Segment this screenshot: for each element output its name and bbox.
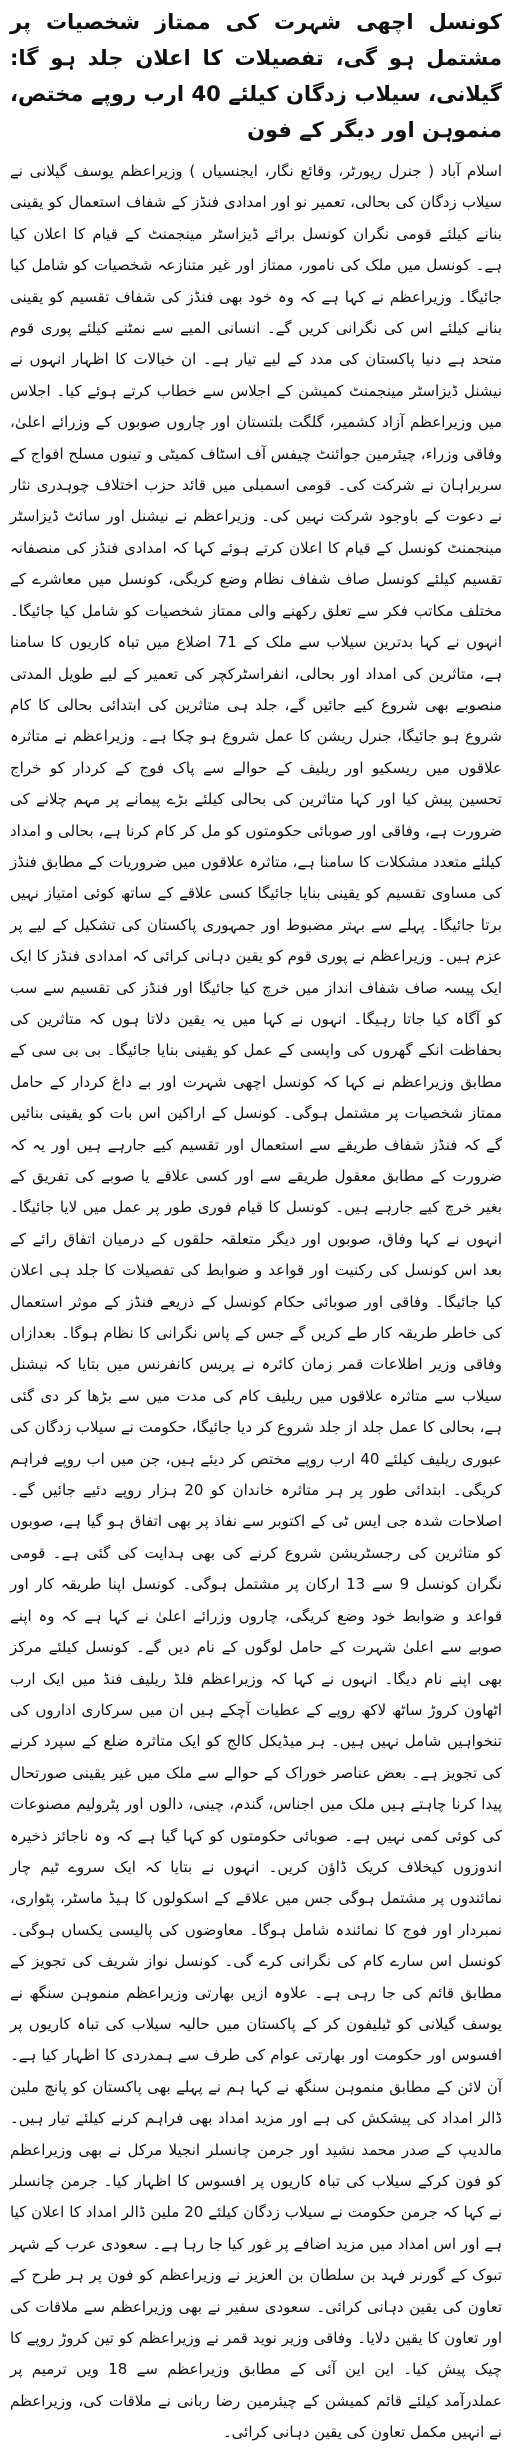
article-body bbox=[10, 156, 502, 2449]
article-paragraph: اسلام آباد ( جنرل رپورٹر، وقائع نگار، ایجنسیاں ) وزیراعظم یوسف گیلانی نے سیلاب زدگان کی بحالی، تعمیر نو اور امدادی فنڈز کے شفاف استعمال کو یقینی بنانے کیلئے قومی نگران کونسل برائے ڈیزاسٹر مینجمنٹ کے قیام کا اعلان کیا ہے۔ کونسل میں ملک کی نامور، ممتاز اور غیر متنازعہ شخصیات کو شامل کیا جائیگا۔ وزیراعظم نے کہا ہے کہ وہ خود بھی فنڈز کی شفاف تقسیم کو یقینی بنانے کیلئے اس کی نگرانی کریں گے۔ انسانی المیے سے نمٹنے کیلئے پوری قوم متحد ہے دنیا پاکستان کی مدد کے لیے تیار ہے۔ ان خیالات کا اظہار انہوں نے نیشنل ڈیزاسٹر مینجمنٹ کمیشن کے اجلاس سے خطاب کرتے ہوئے کیا۔ اجلاس میں وزیراعظم آزاد کشمیر، گلگت بلتستان اور چاروں صوبوں کے وزرائے اعلیٰ، وفاقی وزراء، چیئرمین جوائنٹ چیفس آف اسٹاف کمیٹی و تینوں مسلح افواج کے سربراہان نے شرکت کی۔ قومی اسمبلی میں قائد حزب اختلاف چوہدری نثار نے دعوت کے باوجود شرکت نہیں کی۔ وزیراعظم نے نیشنل اور سائٹ ڈیزاسٹر مینجمنٹ کونسل کے قیام کا اعلان کرتے ہوئے کہا کہ امدادی فنڈز کی منصفانہ تقسیم کیلئے کونسل صاف شفاف نظام وضع کریگی، کونسل میں معاشرے کے مختلف مکاتب فکر سے تعلق رکھنے والی ممتاز شخصیات کو شامل کیا جائیگا۔ انہوں نے کہا بدترین سیلاب سے ملک کے 71 اضلاع میں تباہ کاریوں کا سامنا ہے، متاثرین کی امداد اور بحالی، انفراسٹرکچر کی تعمیر کے لیے طویل المدتی منصوبے بھی شروع کیے جائیں گے، جلد ہی متاثرین کی ابتدائی بحالی کا کام شروع ہو جائیگا، جنرل ریشن کا عمل شروع ہو چکا ہے۔ وزیراعظم نے متاثرہ علاقوں میں ریسکیو اور ریلیف کے حوالے سے پاک فوج کے کردار کو خراج تحسین پیش کیا اور کہا متاثرین کی بحالی کیلئے بڑے پیمانے پر مہم چلانے کی ضرورت ہے، وفاقی اور صوبائی حکومتوں کو مل کر کام کرنا ہے، بحالی و امداد کیلئے متعدد مشکلات کا سامنا ہے، متاثرہ علاقوں میں ضروریات کے مطابق فنڈز کی مساوی تقسیم کو یقینی بنایا جائیگا کسی علاقے کے ساتھ کوئی امتیاز نہیں برتا جائیگا۔ پہلے سے بہتر مضبوط اور جمہوری پاکستان کی تشکیل کے لیے پر عزم ہیں۔ وزیراعظم نے پوری قوم کو یقین دہانی کرائی کہ امدادی فنڈز کا ایک ایک پیسہ صاف شفاف انداز میں خرچ کیا جائیگا اور فنڈز کی تقسیم سے سب کو آگاہ کیا جاتا رہیگا۔ انہوں نے کہا میں یہ یقین دلاتا ہوں کہ متاثرین کی بحفاظت انکے گھروں کی واپسی کے عمل کو یقینی بنایا جائیگا۔ بی بی سی کے مطابق وزیراعظم نے کہا کہ کونسل اچھی شہرت اور بے داغ کردار کے حامل ممتاز شخصیات پر مشتمل ہوگی۔ کونسل کے اراکین اس بات کو یقینی بنائیں گے کہ فنڈز شفاف طریقے سے استعمال اور تقسیم کیے جارہے ہیں اور یہ کہ ضرورت کے مطابق معقول طریقے سے اور کسی علاقے یا صوبے کی تفریق کے بغیر خرچ کیے جارہے ہیں۔ کونسل کا قیام فوری طور پر عمل میں لایا جائیگا۔ انہوں نے کہا وفاق، صوبوں اور دیگر متعلقہ حلقوں کے درمیان اتفاق رائے کے بعد اس کونسل کی رکنیت اور قواعد و ضوابط کی تفصیلات کا جلد ہی اعلان کیا جائیگا۔ وفاقی اور صوبائی حکام کونسل کے ذریعے فنڈز کے موثر استعمال کی خاطر طریقہ کار طے کریں گے جس کے پاس نگرانی کا نظام ہوگا۔ بعدازاں وفاقی وزیر اطلاعات قمر زمان کائرہ نے پریس کانفرنس میں بتایا کہ نیشنل سیلاب سے متاثرہ علاقوں میں ریلیف کام کی مدت میں سے بڑھا کر دی گئی ہے، بحالی کا عمل جلد از جلد شروع کر دیا جائیگا، حکومت نے سیلاب زدگان کی عبوری ریلیف کیلئے 40 ارب روپے مختص کر دیئے ہیں، جن میں اب روپے فراہم کریگی۔ ابتدائی طور پر ہر متاثرہ خاندان کو 20 ہزار روپے دئیے جائیں گے۔ اصلاحات شدہ جی ایس ٹی کے اکتوبر سے نفاذ پر بھی اتفاق ہو گیا ہے، صوبوں کو متاثرین کی رجسٹریشن شروع کرنے کی بھی ہدایت کی گئی ہے۔ قومی نگران کونسل 9 سے 13 ارکان پر مشتمل ہوگی۔ کونسل اپنا طریقہ کار اور قواعد و ضوابط خود وضع کریگی، چاروں وزرائے اعلیٰ نے کہا ہے کہ وہ اپنے صوبے سے اعلیٰ شہرت کے حامل لوگوں کے نام دیں گے۔ کونسل کیلئے مرکز بھی اپنے نام دیگا۔ انہوں نے کہا کہ وزیراعظم فلڈ ریلیف فنڈ میں ایک ارب اٹھاون کروڑ ساٹھ لاکھ روپے کے عطیات آچکے ہیں ان میں سرکاری اداروں کی تنخواہیں شامل نہیں ہیں۔ ہر میڈیکل کالج کو ایک متاثرہ ضلع کے سپرد کرنے کی تجویز ہے۔ بعض عناصر خوراک کے حوالے سے ملک میں غیر یقینی صورتحال پیدا کرنا چاہتے ہیں ملک میں اجناس، گندم، چینی، دالوں اور پٹرولیم مصنوعات کی کوئی کمی نہیں ہے۔ صوبائی حکومتوں کو کہا گیا ہے کہ وہ ناجائز ذخیرہ اندوزوں کیخلاف کریک ڈاؤن کریں۔ انہوں نے بتایا کہ ایک سروے ٹیم چار نمائندوں پر مشتمل ہوگی جس میں علاقے کے اسکولوں کا ہیڈ ماسٹر، پٹواری، نمبردار اور فوج کا نمائندہ شامل ہوگا۔ معاوضوں کی پالیسی یکساں ہوگی۔ کونسل اس سارے کام کی نگرانی کرے گی۔ کونسل نواز شریف کی تجویز کے مطابق قائم کی جا رہی ہے۔ علاوہ ازیں بھارتی وزیراعظم منموہن سنگھ نے یوسف گیلانی کو ٹیلیفون کر کے پاکستان میں حالیہ سیلاب کی تباہ کاریوں پر افسوس اور حکومت اور بھارتی عوام کی طرف سے ہمدردی کا اظہار کیا ہے۔ آن لائن کے مطابق منموہن سنگھ نے کہا ہم نے پہلے بھی پاکستان کو پانچ ملین ڈالر امداد کی پیشکش کی ہے اور مزید امداد بھی فراہم کرنے کیلئے تیار ہیں۔ مالدیپ کے صدر محمد نشید اور جرمن چانسلر انجیلا مرکل نے بھی وزیراعظم کو فون کرکے سیلاب کی تباہ کاریوں پر افسوس کا اظہار کیا۔ جرمن چانسلر نے کہا کہ جرمن حکومت نے سیلاب زدگان کیلئے 20 ملین ڈالر امداد کا اعلان کیا ہے اور اس امداد میں مزید اضافے پر غور کیا جا رہا ہے۔ سعودی عرب کے شہر تبوک کے گورنر فہد بن سلطان بن العزیز نے وزیراعظم کو فون پر ہر طرح کے تعاون کی یقین دہانی کرائی۔ سعودی سفیر نے بھی وزیراعظم سے ملاقات کی اور تعاون کا یقین دلایا۔ وفاقی وزیر نوید قمر نے وزیراعظم کو تین کروڑ روپے کا چیک پیش کیا۔ این این آئی کے مطابق وزیراعظم سے 18 ویں ترمیم پر عملدرآمد کیلئے قائم کمیشن کے چیئرمین رضا ربانی نے ملاقات کی، وزیراعظم نے انہیں مکمل تعاون کی یقین دہانی کرائی۔ bbox=[9, 162, 503, 2442]
headline: کونسل اچھی شہرت کی ممتاز شخصیات پر مشتمل ہو گی، تفصیلات کا اعلان جلد ہو گا: گیلانی، سیلاب زدگان کیلئے 40 ارب روپے مختص، منموہن اور دیگر کے فون bbox=[10, 10, 502, 142]
